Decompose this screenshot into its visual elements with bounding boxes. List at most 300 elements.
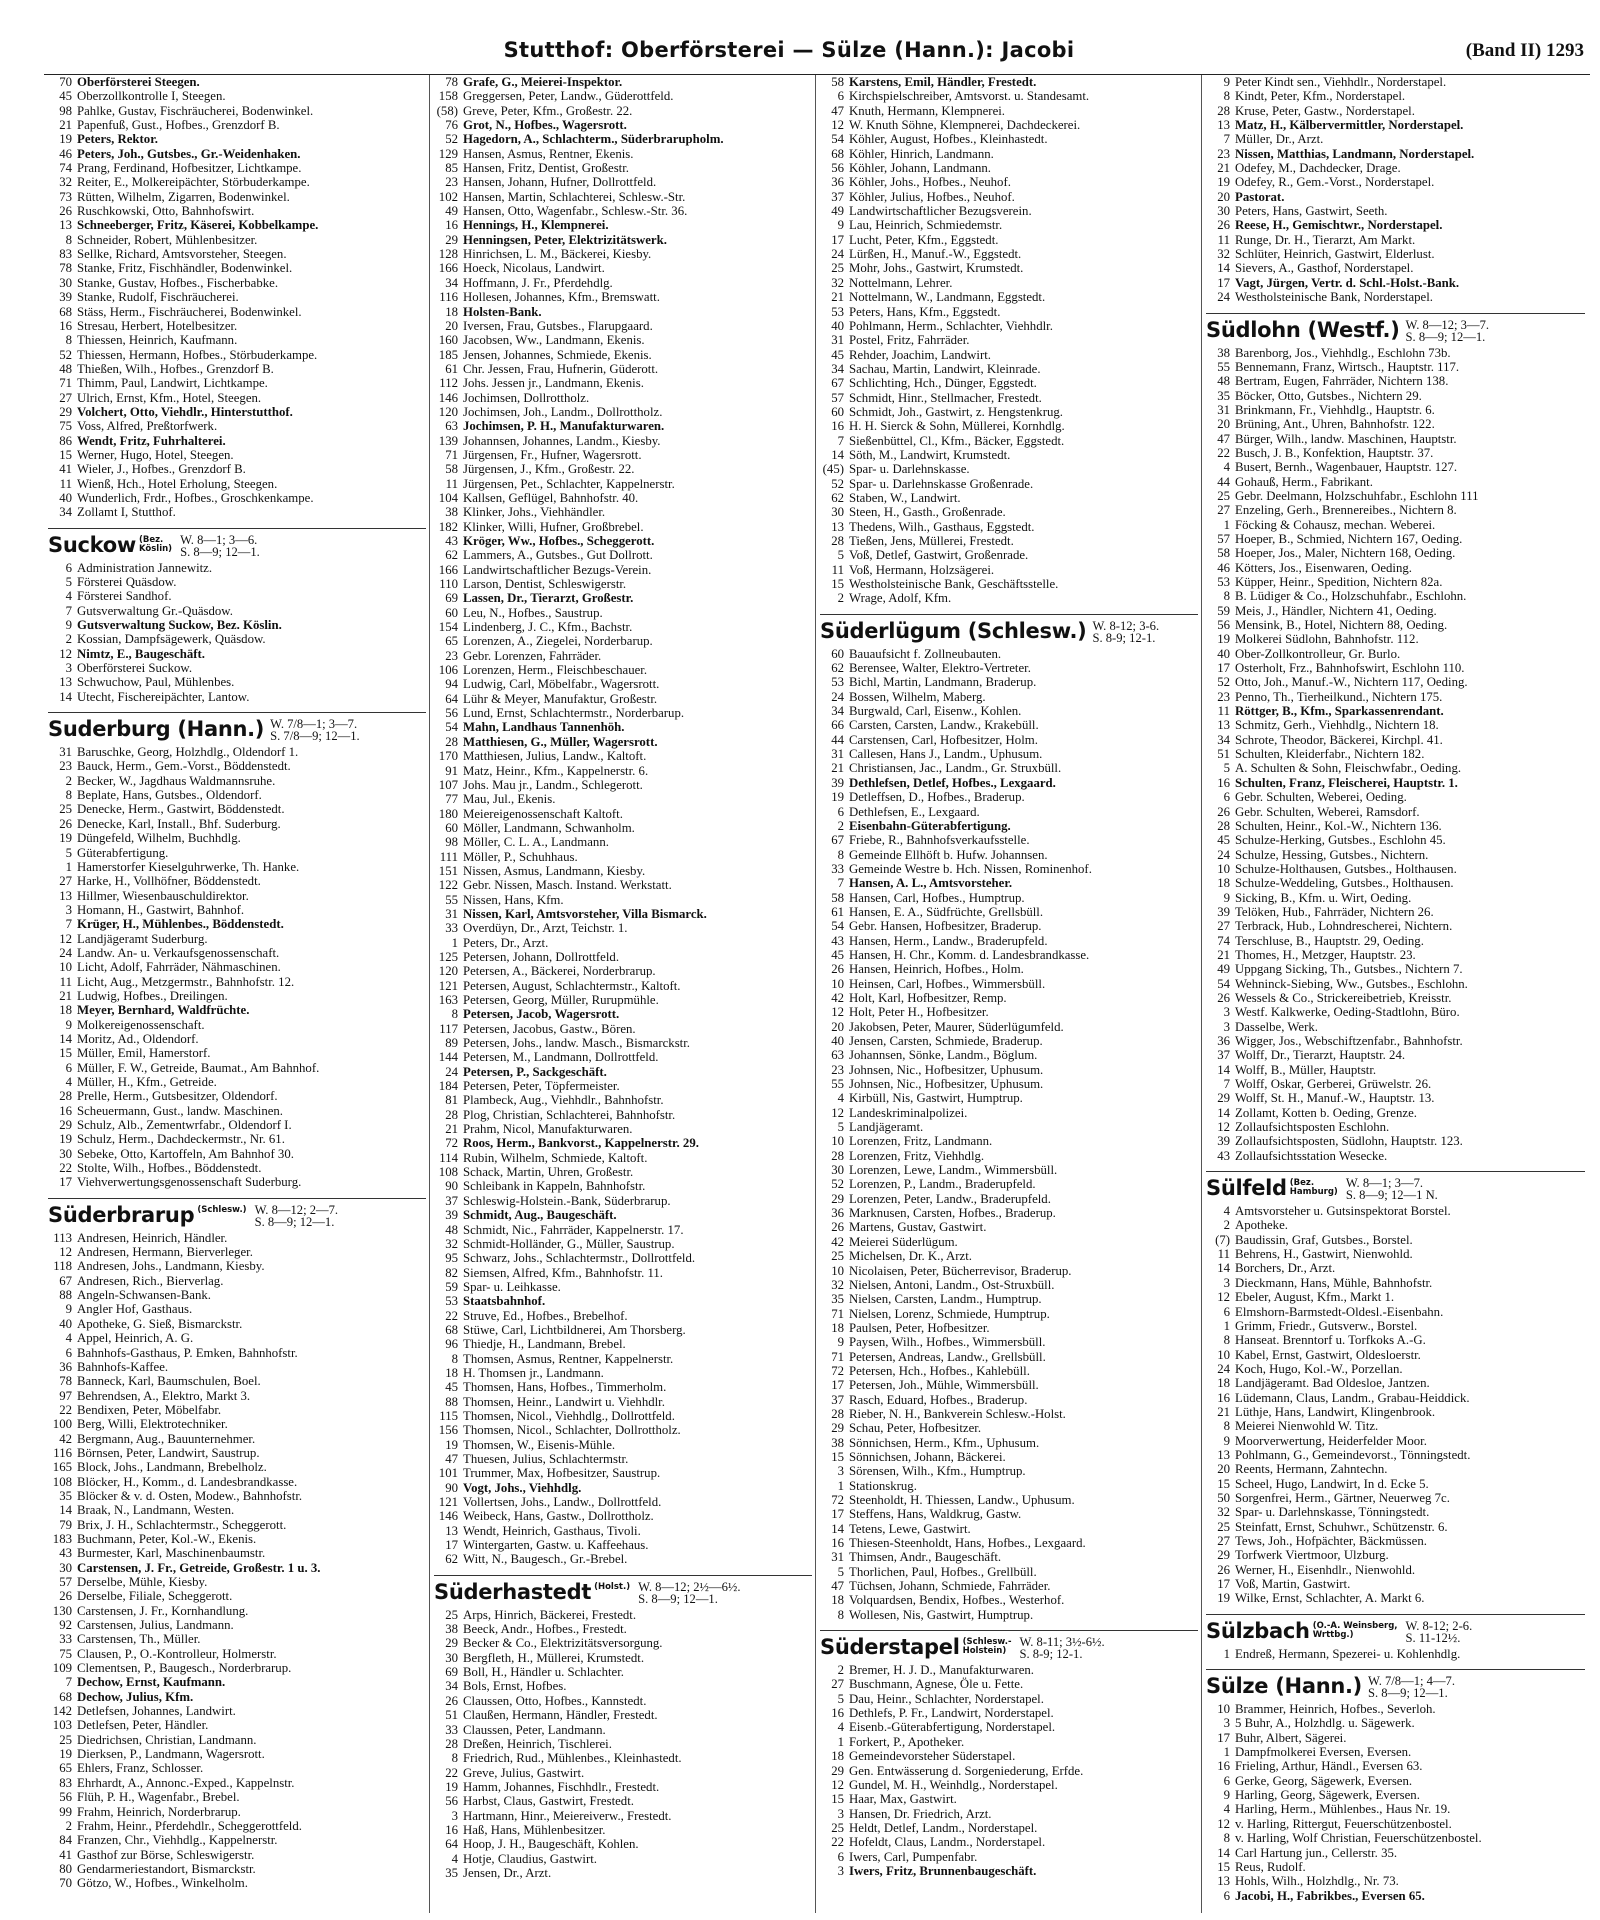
- entry-number: 38: [1217, 345, 1230, 360]
- entry-text: Bürger, Wilh., landw. Maschinen, Hauptstr.: [1235, 431, 1457, 446]
- entry-number: 72: [831, 1493, 844, 1507]
- directory-entry: [48, 647, 426, 661]
- entry-number: 59: [1217, 603, 1230, 618]
- entry-number: 24: [831, 247, 844, 262]
- entry-number: 27: [1217, 919, 1230, 934]
- entry-text: Voß, Martin, Gastwirt.: [1235, 1577, 1351, 1592]
- entry-text: Dechow, Julius, Kfm.: [77, 1689, 194, 1704]
- entry-text: Hotje, Claudius, Gastwirt.: [463, 1851, 597, 1866]
- entry-text: Petersen, Georg, Müller, Rurupmühle.: [463, 993, 659, 1007]
- directory-entry: [48, 434, 426, 448]
- entry-number: 37: [445, 1193, 458, 1208]
- directory-entry: [1206, 475, 1585, 489]
- entry-number: 14: [59, 689, 72, 704]
- entry-number: 17: [59, 1175, 72, 1190]
- directory-entry: [48, 204, 426, 218]
- entry-text: Endreß, Hermann, Spezerei- u. Kohlenhdlg.: [1235, 1646, 1461, 1661]
- entry-number: 8: [65, 333, 72, 348]
- entry-text: Flüh, P. H., Wagenfabr., Brebel.: [77, 1790, 240, 1805]
- entry-text: Nielsen, Antoni, Landm., Ost-Struxbüll.: [849, 1277, 1055, 1292]
- entry-text: Terschluse, B., Hauptstr. 29, Oeding.: [1235, 933, 1424, 948]
- entry-text: Hansen, H. Chr., Komm. d. Landesbrandkasse.: [849, 947, 1090, 962]
- entry-text: Hamerstorfer Kieselguhrwerke, Th. Hanke.: [77, 859, 300, 874]
- entry-number: 17: [1217, 1730, 1230, 1745]
- entry-number: 31: [831, 747, 844, 762]
- directory-entry: [1206, 118, 1585, 132]
- directory-entry: [820, 1264, 1198, 1278]
- directory-entry: [820, 876, 1198, 890]
- entry-text: Jürgensen, J., Kfm., Großestr. 22.: [463, 462, 635, 477]
- directory-entry: [820, 761, 1198, 775]
- directory-entry: [434, 319, 812, 333]
- entry-text: Bergmann, Aug., Bauunternehmer.: [77, 1431, 256, 1446]
- entry-text: Hoeper, B., Schmied, Nichtern 167, Oeding.: [1235, 531, 1463, 546]
- section-town-name: Sülfeld: [1206, 1176, 1287, 1201]
- directory-entry: [48, 1118, 426, 1132]
- directory-entry: [820, 1350, 1198, 1364]
- entry-text: Lorenzen, Lewe, Landm., Wimmersbüll.: [849, 1163, 1058, 1178]
- entry-text: Holsten-Bank.: [463, 304, 542, 319]
- entry-number: 52: [1217, 675, 1230, 690]
- directory-entry: [48, 1848, 426, 1862]
- directory-entry: [1206, 891, 1585, 905]
- entry-text: Detlefsen, Peter, Händler.: [77, 1718, 209, 1733]
- entry-text: Block, Johs., Landmann, Brebelholz.: [77, 1460, 267, 1475]
- directory-entry: [434, 1165, 812, 1179]
- directory-entry: [1206, 604, 1585, 618]
- entry-text: Thomes, H., Metzger, Hauptstr. 23.: [1235, 947, 1416, 962]
- directory-entry: [434, 405, 812, 419]
- section-qualifier: (Holst.): [594, 1581, 631, 1592]
- entry-number: 10: [1217, 1347, 1230, 1362]
- directory-entry: [820, 1048, 1198, 1062]
- entry-text: Nielsen, Lorenz, Schmiede, Humptrup.: [849, 1306, 1050, 1321]
- directory-entry: [1206, 733, 1585, 747]
- entry-number: 30: [1217, 204, 1230, 219]
- entry-text: Matthiesen, G., Müller, Wagersrott.: [463, 734, 658, 749]
- entry-number: 26: [831, 962, 844, 977]
- entry-number: 48: [445, 1222, 458, 1237]
- entry-text: Meiereigenossenschaft Kaltoft.: [463, 806, 623, 821]
- entry-number: 29: [445, 1636, 458, 1651]
- entry-number: 103: [52, 1718, 72, 1733]
- entry-number: 40: [1217, 646, 1230, 661]
- directory-entry: [1206, 747, 1585, 761]
- directory-entry: [434, 1366, 812, 1380]
- entry-text: Stationskrug.: [849, 1478, 917, 1493]
- entry-text: Zollamt I, Stutthof.: [77, 505, 176, 520]
- entry-number: 19: [1217, 1591, 1230, 1606]
- entry-number: 77: [445, 792, 458, 807]
- entry-number: 11: [1217, 232, 1230, 247]
- entry-text: Zollaufsichtsposten Eschlohn.: [1235, 1120, 1390, 1135]
- entry-number: 81: [445, 1093, 458, 1108]
- entry-text: Wieler, J., Hofbes., Grenzdorf B.: [77, 462, 246, 477]
- entry-number: 13: [1217, 1447, 1230, 1462]
- directory-entry: [1206, 1591, 1585, 1605]
- entry-text: Gohauß, Herm., Fabrikant.: [1235, 474, 1373, 489]
- entry-text: Meyer, Bernhard, Waldfrüchte.: [77, 1003, 250, 1018]
- entry-text: Müller, Emil, Hamerstorf.: [77, 1046, 211, 1061]
- entry-text: Werner, H., Eisenhdlr., Nienwohld.: [1235, 1562, 1416, 1577]
- entry-text: Peters, Hans, Gastwirt, Seeth.: [1235, 204, 1388, 219]
- entry-text: Müller, Dr., Arzt.: [1235, 132, 1324, 147]
- entry-text: Meis, J., Händler, Nichtern 41, Oeding.: [1235, 603, 1437, 618]
- directory-entry: [434, 964, 812, 978]
- directory-entry: [434, 333, 812, 347]
- entry-number: 19: [445, 1437, 458, 1452]
- entry-text: Behrendsen, A., Elektro, Markt 3.: [77, 1388, 251, 1403]
- section-heading: [820, 614, 1198, 644]
- entry-text: Haß, Hans, Mühlenbesitzer.: [463, 1822, 606, 1837]
- entry-text: Pohlmann, Herm., Schlachter, Viehhdlr.: [849, 318, 1053, 333]
- entry-text: Bahnhofs-Gasthaus, P. Emken, Bahnhofstr.: [77, 1345, 298, 1360]
- directory-entry: [434, 591, 812, 605]
- entry-number: 26: [445, 1693, 458, 1708]
- entry-number: 16: [831, 419, 844, 434]
- entry-text: Angler Hof, Gasthaus.: [77, 1302, 193, 1317]
- section-service-hours: W. 8-12; 3-6. S. 8-9; 12-1.: [1092, 618, 1160, 645]
- section-service-hours: W. 8—12; 3—7. S. 8—9; 12—1.: [1405, 317, 1490, 344]
- directory-entry: [1206, 1233, 1585, 1247]
- entry-number: 170: [438, 749, 458, 764]
- directory-entry: [820, 1077, 1198, 1091]
- directory-entry: [820, 376, 1198, 390]
- directory-entry: [434, 190, 812, 204]
- entry-number: 72: [445, 1136, 458, 1151]
- directory-entry: [434, 118, 812, 132]
- directory-entry: [48, 1460, 426, 1474]
- entry-number: 120: [438, 404, 458, 419]
- directory-entry: [1206, 1802, 1585, 1816]
- entry-number: 79: [59, 1517, 72, 1532]
- directory-entry: [1206, 1520, 1585, 1534]
- entry-text: Gebr. Schulten, Weberei, Oeding.: [1235, 790, 1407, 805]
- directory-entry: [48, 1761, 426, 1775]
- directory-entry: [820, 1278, 1198, 1292]
- entry-text: Dethlefsen, Detlef, Hofbes., Lexgaard.: [849, 775, 1056, 790]
- entry-number: 28: [59, 1089, 72, 1104]
- entry-number: 2: [65, 632, 72, 647]
- entry-number: (45): [822, 462, 844, 477]
- entry-number: 38: [445, 505, 458, 520]
- entry-text: Bauaufsicht f. Zollneubauten.: [849, 646, 1002, 661]
- directory-entry: [820, 1663, 1198, 1677]
- entry-number: 29: [59, 1118, 72, 1133]
- entry-number: 21: [1217, 161, 1230, 176]
- entry-number: 144: [438, 1050, 458, 1065]
- directory-entry: [48, 1302, 426, 1316]
- directory-entry: [1206, 1048, 1585, 1062]
- directory-entry: [1206, 218, 1585, 232]
- directory-entry: [48, 161, 426, 175]
- directory-entry: [434, 936, 812, 950]
- entry-number: 18: [831, 1593, 844, 1608]
- entry-text: Steen, H., Gasth., Großenrade.: [849, 505, 1006, 520]
- entry-text: Reents, Hermann, Zahntechn.: [1235, 1462, 1388, 1477]
- entry-text: Zollamt, Kotten b. Oeding, Grenze.: [1235, 1105, 1417, 1120]
- entry-number: 12: [59, 646, 72, 661]
- entry-text: Lammers, A., Gutsbes., Gut Dollrott.: [463, 548, 653, 563]
- entry-number: 49: [831, 204, 844, 219]
- entry-text: Greve, Julius, Gastwirt.: [463, 1765, 585, 1780]
- entry-text: Claussen, Peter, Landmann.: [463, 1722, 606, 1737]
- entry-number: 26: [1217, 218, 1230, 233]
- directory-entry: [820, 862, 1198, 876]
- entry-number: 62: [445, 548, 458, 563]
- directory-entry: [820, 776, 1198, 790]
- entry-number: 42: [831, 1234, 844, 1249]
- directory-entry: [1206, 489, 1585, 503]
- entry-number: 17: [831, 1507, 844, 1522]
- entry-number: 8: [451, 1351, 458, 1366]
- entry-number: 1: [1223, 1646, 1230, 1661]
- entry-number: 49: [445, 204, 458, 219]
- entry-text: Stresau, Herbert, Hotelbesitzer.: [77, 318, 238, 333]
- entry-number: 7: [65, 917, 72, 932]
- entry-number: 109: [52, 1661, 72, 1676]
- entry-text: Ehlers, Franz, Schlosser.: [77, 1761, 204, 1776]
- entry-number: 54: [831, 919, 844, 934]
- entry-number: 108: [438, 1165, 458, 1180]
- entry-text: Busch, J. B., Konfektion, Hauptstr. 37.: [1235, 445, 1434, 460]
- directory-entry: [1206, 675, 1585, 689]
- entry-number: 14: [59, 1031, 72, 1046]
- entry-text: Lorenzen, Fritz, Landmann.: [849, 1134, 993, 1149]
- directory-entry: [48, 561, 426, 575]
- directory-entry: [1206, 919, 1585, 933]
- directory-entry: [48, 1833, 426, 1847]
- entry-text: Schmidt-Holländer, G., Müller, Saustrup.: [463, 1236, 675, 1251]
- directory-entry: [48, 575, 426, 589]
- directory-entry: [1206, 977, 1585, 991]
- directory-entry: [1206, 761, 1585, 775]
- entry-text: Voß, Detlef, Gastwirt, Großenrade.: [849, 548, 1029, 563]
- entry-number: 33: [831, 861, 844, 876]
- directory-entry: [1206, 1731, 1585, 1745]
- directory-entry: [48, 1647, 426, 1661]
- entry-text: Staatsbahnhof.: [463, 1294, 546, 1309]
- entry-number: 116: [53, 1445, 72, 1460]
- entry-number: 14: [1217, 1062, 1230, 1077]
- directory-entry: [48, 1776, 426, 1790]
- entry-number: 45: [1217, 833, 1230, 848]
- entry-text: Försterei Sandhof.: [77, 589, 172, 604]
- entry-text: Baruschke, Georg, Holzhdlg., Oldendorf 1.: [77, 745, 299, 760]
- entry-text: Petersen, Jacob, Wagersrott.: [463, 1007, 620, 1022]
- directory-entry: [1206, 1348, 1585, 1362]
- entry-number: 71: [831, 1349, 844, 1364]
- directory-entry: [1206, 1261, 1585, 1275]
- entry-number: 14: [1217, 1261, 1230, 1276]
- directory-entry: [820, 1364, 1198, 1378]
- entry-number: 3: [65, 661, 72, 676]
- entry-text: Henningsen, Peter, Elektrizitätswerk.: [463, 232, 667, 247]
- directory-entry: [48, 846, 426, 860]
- entry-number: 16: [1217, 775, 1230, 790]
- directory-entry: [1206, 589, 1585, 603]
- directory-entry: [434, 921, 812, 935]
- entry-text: Pastorat.: [1235, 189, 1285, 204]
- entry-text: Peter Kindt sen., Viehhdlr., Norderstapel.: [1235, 75, 1447, 89]
- entry-text: Sievers, A., Gasthof, Norderstapel.: [1235, 261, 1414, 276]
- entry-number: 13: [831, 519, 844, 534]
- entry-text: Schulz, Herm., Dachdeckermstr., Nr. 61.: [77, 1132, 285, 1147]
- entry-number: 33: [445, 1722, 458, 1737]
- entry-text: Landjägeramt Suderburg.: [77, 931, 208, 946]
- directory-entry: [434, 247, 812, 261]
- entry-text: Lau, Heinrich, Schmiedemstr.: [849, 218, 1003, 233]
- entry-number: 25: [445, 1607, 458, 1622]
- entry-number: 24: [1217, 847, 1230, 862]
- entry-text: Steenholdt, H. Thiessen, Landw., Uphusum.: [849, 1493, 1075, 1507]
- directory-entry: [434, 104, 812, 118]
- entry-text: Appel, Heinrich, A. G.: [77, 1331, 194, 1346]
- directory-entry: [1206, 1774, 1585, 1788]
- entry-number: 32: [59, 175, 72, 190]
- entry-number: 54: [1217, 976, 1230, 991]
- entry-number: 102: [438, 189, 458, 204]
- entry-text: Gutsverwaltung Suckow, Bez. Köslin.: [77, 618, 282, 633]
- entry-number: 28: [831, 1406, 844, 1421]
- entry-number: 20: [445, 318, 458, 333]
- directory-entry: [1206, 503, 1585, 517]
- directory-entry: [48, 1046, 426, 1060]
- section-town-name: Sülzbach: [1206, 1618, 1310, 1643]
- directory-entry: [820, 1450, 1198, 1464]
- entry-text: Hinrichsen, L. M., Bäckerei, Kiesby.: [463, 247, 652, 262]
- entry-text: Möller, P., Schuhhaus.: [463, 849, 578, 864]
- entry-number: 39: [59, 290, 72, 305]
- entry-number: 52: [59, 347, 72, 362]
- entry-number: 16: [831, 1706, 844, 1721]
- directory-entry: [48, 1259, 426, 1273]
- directory-entry: [434, 290, 812, 304]
- directory-entry: [434, 907, 812, 921]
- directory-entry: [48, 1503, 426, 1517]
- directory-entry: [434, 1438, 812, 1452]
- directory-entry: [820, 1321, 1198, 1335]
- directory-entry: [48, 190, 426, 204]
- directory-entry: [820, 948, 1198, 962]
- directory-entry: [820, 132, 1198, 146]
- entry-number: 23: [1217, 689, 1230, 704]
- directory-entry: [1206, 661, 1585, 675]
- entry-number: 15: [59, 1046, 72, 1061]
- entry-text: Müller, F. W., Getreide, Baumat., Am Bahnhof.: [77, 1060, 320, 1075]
- directory-entry: [820, 1749, 1198, 1763]
- directory-entry: [820, 1864, 1198, 1878]
- directory-entry: [1206, 848, 1585, 862]
- entry-number: 63: [445, 419, 458, 434]
- entry-number: 31: [831, 333, 844, 348]
- entry-text: Schleswig-Holstein.-Bank, Süderbrarup.: [463, 1193, 671, 1208]
- directory-entry: [434, 132, 812, 146]
- entry-number: 6: [65, 560, 72, 575]
- directory-entry: [1206, 1491, 1585, 1505]
- entry-text: Johnsen, Nic., Hofbesitzer, Uphusum.: [849, 1077, 1044, 1092]
- directory-entry: [434, 218, 812, 232]
- directory-entry: [1206, 862, 1585, 876]
- entry-text: Michelsen, Dr. K., Arzt.: [849, 1249, 972, 1264]
- directory-entry: [820, 1706, 1198, 1720]
- entry-text: Buhr, Albert, Sägerei.: [1235, 1730, 1347, 1745]
- directory-entry: [820, 1292, 1198, 1306]
- directory-entry: [434, 1509, 812, 1523]
- entry-text: Nissen, Asmus, Landmann, Kiesby.: [463, 863, 646, 878]
- directory-entry: [434, 147, 812, 161]
- directory-entry: [434, 835, 812, 849]
- entry-text: Harling, Herm., Mühlenbes., Haus Nr. 19.: [1235, 1802, 1451, 1817]
- section-service-hours: W. 8—1; 3—7. S. 8—9; 12—1 N.: [1345, 1176, 1438, 1203]
- entry-text: Carstensen, Carl, Hofbesitzer, Holm.: [849, 732, 1038, 747]
- entry-text: Petersen, Hch., Hofbes., Kahlebüll.: [849, 1363, 1030, 1378]
- directory-entry: [1206, 417, 1585, 431]
- directory-entry: [48, 1132, 426, 1146]
- entry-number: 9: [1223, 1433, 1230, 1448]
- entry-text: Zollaufsichtsstation Wesecke.: [1235, 1148, 1388, 1163]
- entry-text: Hansen, Asmus, Rentner, Ekenis.: [463, 146, 634, 161]
- directory-entry: [48, 89, 426, 103]
- entry-text: Christiansen, Jac., Landm., Gr. Struxbüll.: [849, 761, 1062, 776]
- entry-text: Rütten, Wilhelm, Zigarren, Bodenwinkel.: [77, 189, 290, 204]
- directory-entry: [820, 1393, 1198, 1407]
- entry-number: 78: [445, 75, 458, 89]
- section-qualifier: (O.-A. Weinsberg, Wrttbg.): [1312, 1620, 1398, 1640]
- entry-number: 67: [831, 833, 844, 848]
- entry-number: 121: [438, 978, 458, 993]
- entry-text: Baudissin, Graf, Gutsbes., Borstel.: [1235, 1232, 1413, 1247]
- entry-number: 165: [52, 1460, 72, 1475]
- entry-text: Jürgensen, Pet., Schlachter, Kappelnerstr.: [463, 476, 675, 491]
- entry-number: 166: [438, 261, 458, 276]
- directory-entry: [434, 1809, 812, 1823]
- directory-entry: [1206, 190, 1585, 204]
- directory-entry: [820, 305, 1198, 319]
- entry-text: Schack, Martin, Uhren, Großestr.: [463, 1165, 634, 1180]
- section-town-name: Suckow: [48, 532, 136, 557]
- entry-number: 16: [59, 318, 72, 333]
- entry-number: 27: [59, 390, 72, 405]
- directory-entry: [48, 1346, 426, 1360]
- directory-entry: [48, 233, 426, 247]
- entry-text: Johs. Jessen jr., Landmann, Ekenis.: [463, 376, 644, 391]
- directory-entry: [1206, 276, 1585, 290]
- directory-entry: [1206, 718, 1585, 732]
- directory-entry: [434, 563, 812, 577]
- directory-entry: [48, 1061, 426, 1075]
- entry-text: Carstensen, Julius, Landmann.: [77, 1618, 234, 1633]
- directory-entry: [820, 1550, 1198, 1564]
- directory-entry: [434, 1108, 812, 1122]
- entry-text: Stüwe, Carl, Lichtbildnerei, Am Thorsberg.: [463, 1322, 686, 1337]
- entry-number: 30: [59, 1560, 72, 1575]
- entry-number: 32: [1217, 1505, 1230, 1520]
- entry-text: Jürgensen, Fr., Hufner, Wagersrott.: [463, 447, 642, 462]
- directory-entry: [434, 276, 812, 290]
- entry-text: Sießenbüttel, Cl., Kfm., Bäcker, Eggstedt.: [849, 433, 1065, 448]
- entry-number: 108: [52, 1474, 72, 1489]
- directory-entry: [434, 1065, 812, 1079]
- directory-entry: [48, 946, 426, 960]
- entry-number: 16: [831, 1536, 844, 1551]
- entry-text: Terbrack, Hub., Lohndrescherei, Nichtern.: [1235, 919, 1453, 934]
- entry-text: Möller, Landmann, Schwanholm.: [463, 820, 635, 835]
- entry-number: 35: [445, 1865, 458, 1880]
- entry-number: 24: [1217, 290, 1230, 305]
- entry-number: 25: [59, 1732, 72, 1747]
- entry-number: 16: [1217, 1390, 1230, 1405]
